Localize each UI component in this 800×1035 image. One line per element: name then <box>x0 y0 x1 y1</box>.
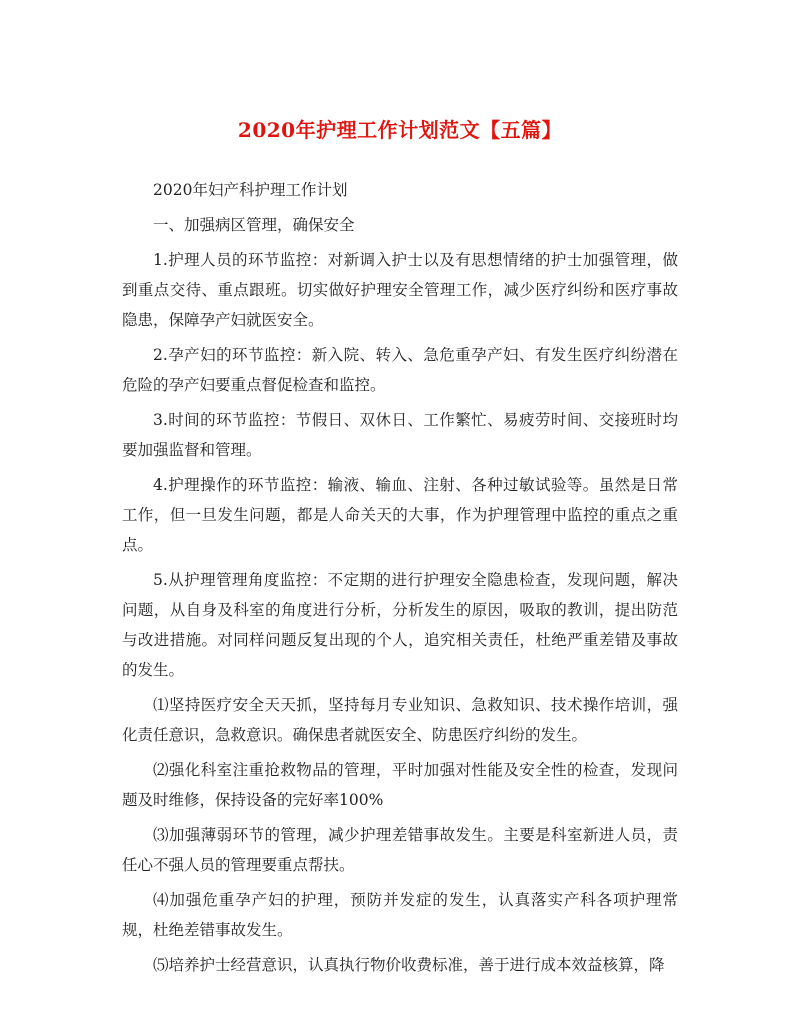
body-paragraph: 4.护理操作的环节监控：输液、输血、注射、各种过敏试验等。虽然是日常工作，但一旦发生问题，都是人命关天的大事，作为护理管理中监控的重点之重点。 <box>122 476 678 554</box>
body-paragraph: 2.孕产妇的环节监控：新入院、转入、急危重孕产妇、有发生医疗纠纷潜在危险的孕产妇要重点督促检查和监控。 <box>122 346 678 394</box>
body-paragraph: 3.时间的环节监控：节假日、双休日、工作繁忙、易疲劳时间、交接班时均要加强监督和管理。 <box>122 411 678 459</box>
list-item: ⑵强化科室注重抢救物品的管理，平时加强对性能及安全性的检查，发现问题及时维修，保持设备的完好率100% <box>122 761 678 809</box>
body-paragraph: 1.护理人员的环节监控：对新调入护士以及有思想情绪的护士加强管理，做到重点交待、重点跟班。切实做好护理安全管理工作，减少医疗纠纷和医疗事故隐患，保障孕产妇就医安全。 <box>122 251 678 329</box>
section-heading: 2020年妇产科护理工作计划 <box>153 181 348 199</box>
document-title: 2020年护理工作计划范文【五篇】 <box>237 118 563 142</box>
list-item: ⑸培养护士经营意识，认真执行物价收费标准，善于进行成本效益核算，降 <box>153 956 665 974</box>
body-paragraph: 5.从护理管理角度监控：不定期的进行护理安全隐患检查，发现问题，解决问题，从自身及科室的角度进行分析，分析发生的原因，吸取的教训，提出防范与改进措施。对同样问题反复出现的个人，追究相关责任，杜绝严重差错及事故的发生。 <box>122 571 678 679</box>
list-item: ⑷加强危重孕产妇的护理，预防并发症的发生，认真落实产科各项护理常规，杜绝差错事故发生。 <box>122 891 678 939</box>
list-item: ⑴坚持医疗安全天天抓，坚持每月专业知识、急救知识、技术操作培训，强化责任意识，急救意识。确保患者就医安全、防患医疗纠纷的发生。 <box>122 696 678 744</box>
list-item: ⑶加强薄弱环节的管理，减少护理差错事故发生。主要是科室新进人员，责任心不强人员的管理要重点帮扶。 <box>122 826 678 874</box>
subsection-heading: 一、加强病区管理，确保安全 <box>153 216 355 234</box>
document-body <box>122 175 678 985</box>
